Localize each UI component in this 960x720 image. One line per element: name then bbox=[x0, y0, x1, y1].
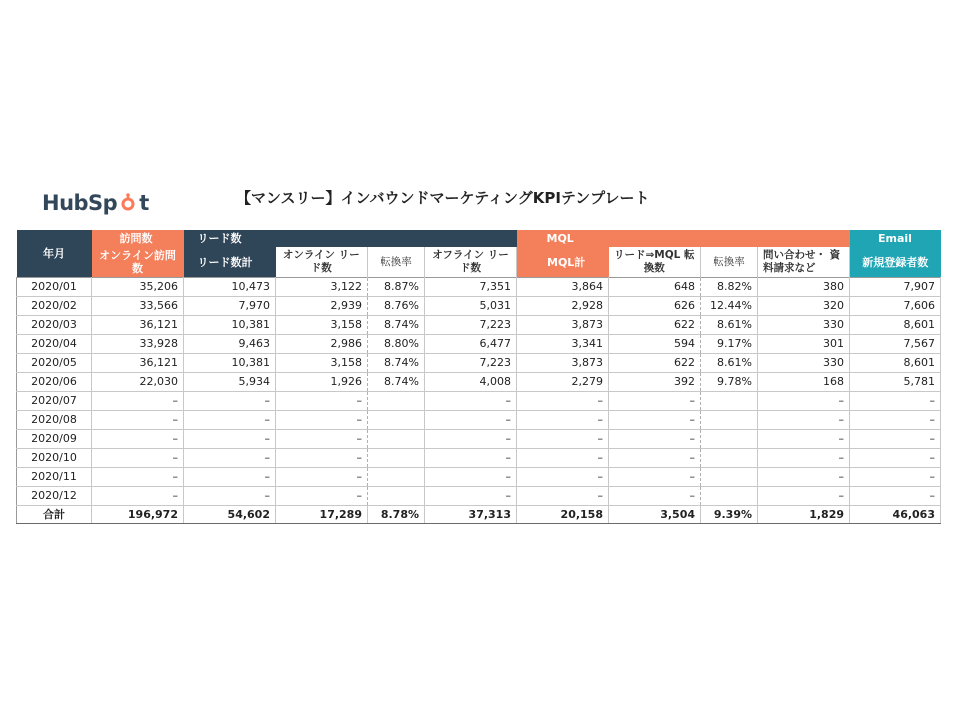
total-value-cell: 3,504 bbox=[609, 506, 701, 524]
row-value-cell: – bbox=[276, 487, 368, 506]
row-value-cell bbox=[701, 468, 758, 487]
col-online-leads: オンライン リード数 bbox=[276, 247, 368, 278]
table-row bbox=[17, 430, 941, 449]
row-value-cell: – bbox=[850, 449, 941, 468]
row-value-cell: 8.76% bbox=[368, 297, 425, 316]
table-row bbox=[17, 335, 941, 354]
row-value-cell: 36,121 bbox=[92, 316, 184, 335]
row-value-cell: 648 bbox=[609, 278, 701, 297]
row-value-cell: 7,223 bbox=[425, 354, 517, 373]
row-value-cell: 5,781 bbox=[850, 373, 941, 392]
table-row bbox=[17, 278, 941, 297]
row-value-cell: 168 bbox=[758, 373, 850, 392]
table-row bbox=[17, 411, 941, 430]
row-month-cell: 2020/11 bbox=[17, 468, 92, 487]
total-value-cell: 1,829 bbox=[758, 506, 850, 524]
row-value-cell: 10,381 bbox=[184, 316, 276, 335]
row-value-cell: 6,477 bbox=[425, 335, 517, 354]
row-value-cell: – bbox=[92, 430, 184, 449]
row-value-cell bbox=[701, 449, 758, 468]
row-value-cell: 33,566 bbox=[92, 297, 184, 316]
total-row bbox=[17, 506, 941, 524]
row-month-cell: 2020/06 bbox=[17, 373, 92, 392]
row-value-cell bbox=[701, 430, 758, 449]
row-value-cell: – bbox=[184, 487, 276, 506]
row-value-cell: – bbox=[609, 487, 701, 506]
row-value-cell: 8.80% bbox=[368, 335, 425, 354]
row-value-cell: – bbox=[276, 468, 368, 487]
row-value-cell: 622 bbox=[609, 354, 701, 373]
row-value-cell: 8.82% bbox=[701, 278, 758, 297]
total-value-cell: 196,972 bbox=[92, 506, 184, 524]
row-value-cell: – bbox=[850, 430, 941, 449]
header-year-month: 年月 bbox=[17, 230, 92, 278]
row-value-cell: 3,341 bbox=[517, 335, 609, 354]
row-value-cell bbox=[368, 430, 425, 449]
row-value-cell: – bbox=[276, 449, 368, 468]
row-value-cell: – bbox=[517, 487, 609, 506]
table-row bbox=[17, 392, 941, 411]
row-value-cell: – bbox=[609, 430, 701, 449]
row-value-cell: – bbox=[184, 430, 276, 449]
row-value-cell: – bbox=[609, 411, 701, 430]
row-value-cell: 7,351 bbox=[425, 278, 517, 297]
row-value-cell: 7,606 bbox=[850, 297, 941, 316]
page-title: 【マンスリー】インバウンドマーケティングKPIテンプレート bbox=[236, 189, 650, 207]
row-value-cell: 33,928 bbox=[92, 335, 184, 354]
total-value-cell: 17,289 bbox=[276, 506, 368, 524]
row-value-cell: 4,008 bbox=[425, 373, 517, 392]
row-value-cell: – bbox=[850, 411, 941, 430]
row-value-cell: 12.44% bbox=[701, 297, 758, 316]
row-value-cell: – bbox=[184, 449, 276, 468]
row-value-cell: – bbox=[92, 392, 184, 411]
row-value-cell: 3,864 bbox=[517, 278, 609, 297]
col-lead-to-mql: リード⇒MQL 転換数 bbox=[609, 247, 701, 278]
row-value-cell: 5,031 bbox=[425, 297, 517, 316]
col-inquiries: 問い合わせ・ 資料請求など bbox=[758, 247, 850, 278]
row-value-cell: 380 bbox=[758, 278, 850, 297]
row-value-cell: 320 bbox=[758, 297, 850, 316]
row-month-cell: 2020/10 bbox=[17, 449, 92, 468]
row-value-cell bbox=[368, 449, 425, 468]
row-value-cell: – bbox=[758, 430, 850, 449]
row-value-cell bbox=[701, 392, 758, 411]
row-value-cell: – bbox=[425, 411, 517, 430]
row-value-cell: 7,567 bbox=[850, 335, 941, 354]
row-month-cell: 2020/12 bbox=[17, 487, 92, 506]
row-value-cell: 8,601 bbox=[850, 354, 941, 373]
row-value-cell: – bbox=[758, 468, 850, 487]
row-value-cell: 8.87% bbox=[368, 278, 425, 297]
header-column-row bbox=[17, 247, 941, 278]
kpi-table bbox=[16, 230, 941, 524]
col-online-visits: オンライン訪問数 bbox=[92, 247, 184, 278]
row-value-cell: 8,601 bbox=[850, 316, 941, 335]
total-value-cell: 37,313 bbox=[425, 506, 517, 524]
row-value-cell: 622 bbox=[609, 316, 701, 335]
row-value-cell: 392 bbox=[609, 373, 701, 392]
row-month-cell: 2020/08 bbox=[17, 411, 92, 430]
row-value-cell: 2,279 bbox=[517, 373, 609, 392]
row-value-cell: – bbox=[184, 392, 276, 411]
row-month-cell: 2020/05 bbox=[17, 354, 92, 373]
row-value-cell bbox=[368, 487, 425, 506]
row-value-cell: – bbox=[758, 449, 850, 468]
row-value-cell: 330 bbox=[758, 354, 850, 373]
row-value-cell: – bbox=[425, 468, 517, 487]
row-value-cell: 2,986 bbox=[276, 335, 368, 354]
table-row bbox=[17, 487, 941, 506]
header-group-leads: リード数 bbox=[184, 230, 276, 247]
row-value-cell: – bbox=[758, 392, 850, 411]
col-conv-rate-1: 転換率 bbox=[368, 247, 425, 278]
row-value-cell: 3,158 bbox=[276, 354, 368, 373]
row-value-cell: – bbox=[758, 411, 850, 430]
row-value-cell: 22,030 bbox=[92, 373, 184, 392]
row-value-cell: – bbox=[92, 487, 184, 506]
row-value-cell: – bbox=[184, 468, 276, 487]
row-value-cell: 8.74% bbox=[368, 316, 425, 335]
row-value-cell: 2,939 bbox=[276, 297, 368, 316]
row-value-cell: 9.78% bbox=[701, 373, 758, 392]
row-month-cell: 2020/09 bbox=[17, 430, 92, 449]
table-row bbox=[17, 354, 941, 373]
header-group-leads-span-b bbox=[368, 230, 425, 247]
row-value-cell: – bbox=[425, 487, 517, 506]
row-value-cell: – bbox=[276, 411, 368, 430]
row-value-cell: – bbox=[609, 392, 701, 411]
row-value-cell: – bbox=[276, 392, 368, 411]
row-value-cell: 2,928 bbox=[517, 297, 609, 316]
row-value-cell: – bbox=[425, 392, 517, 411]
row-month-cell: 2020/02 bbox=[17, 297, 92, 316]
row-value-cell: 3,873 bbox=[517, 316, 609, 335]
logo-text-b: t bbox=[139, 191, 149, 215]
row-value-cell: – bbox=[758, 487, 850, 506]
row-value-cell: – bbox=[92, 468, 184, 487]
col-offline-leads: オフライン リード数 bbox=[425, 247, 517, 278]
row-value-cell: 7,970 bbox=[184, 297, 276, 316]
row-value-cell: 10,473 bbox=[184, 278, 276, 297]
row-value-cell: – bbox=[850, 468, 941, 487]
col-lead-total: リード数計 bbox=[184, 247, 276, 278]
row-value-cell: 3,158 bbox=[276, 316, 368, 335]
table-row bbox=[17, 316, 941, 335]
row-value-cell: – bbox=[92, 411, 184, 430]
row-value-cell: – bbox=[92, 449, 184, 468]
row-value-cell bbox=[368, 392, 425, 411]
row-value-cell bbox=[701, 411, 758, 430]
header-group-visits: 訪問数 bbox=[92, 230, 184, 247]
row-value-cell: 9.17% bbox=[701, 335, 758, 354]
row-value-cell: – bbox=[517, 468, 609, 487]
header-group-mql-span-a bbox=[609, 230, 701, 247]
header-group-row bbox=[17, 230, 941, 247]
row-value-cell: 10,381 bbox=[184, 354, 276, 373]
row-month-cell: 2020/03 bbox=[17, 316, 92, 335]
row-value-cell: 7,223 bbox=[425, 316, 517, 335]
row-value-cell: – bbox=[517, 392, 609, 411]
row-value-cell: 7,907 bbox=[850, 278, 941, 297]
row-value-cell: 330 bbox=[758, 316, 850, 335]
row-value-cell bbox=[701, 487, 758, 506]
table-body bbox=[17, 278, 941, 524]
logo-text-a: HubSp bbox=[42, 191, 118, 215]
hubspot-logo bbox=[42, 188, 149, 218]
table-row bbox=[17, 449, 941, 468]
row-value-cell: – bbox=[517, 449, 609, 468]
row-value-cell: 3,122 bbox=[276, 278, 368, 297]
row-value-cell: 5,934 bbox=[184, 373, 276, 392]
header-group-leads-span-a bbox=[276, 230, 368, 247]
row-value-cell: 8.61% bbox=[701, 354, 758, 373]
row-month-cell: 2020/04 bbox=[17, 335, 92, 354]
row-value-cell: 8.74% bbox=[368, 373, 425, 392]
total-value-cell: 9.39% bbox=[701, 506, 758, 524]
row-value-cell: 3,873 bbox=[517, 354, 609, 373]
col-mql-total: MQL計 bbox=[517, 247, 609, 278]
col-new-signups: 新規登録者数 bbox=[850, 247, 941, 278]
total-value-cell: 54,602 bbox=[184, 506, 276, 524]
row-value-cell: 35,206 bbox=[92, 278, 184, 297]
header-group-leads-span-c bbox=[425, 230, 517, 247]
row-value-cell bbox=[368, 411, 425, 430]
header-group-mql-span-b bbox=[701, 230, 758, 247]
row-value-cell: 9,463 bbox=[184, 335, 276, 354]
row-value-cell: – bbox=[850, 392, 941, 411]
total-value-cell: 46,063 bbox=[850, 506, 941, 524]
row-value-cell: – bbox=[425, 430, 517, 449]
row-value-cell: – bbox=[184, 411, 276, 430]
row-value-cell: 8.61% bbox=[701, 316, 758, 335]
header-group-mql-span-c bbox=[758, 230, 850, 247]
sprocket-icon bbox=[118, 193, 138, 213]
row-value-cell: 36,121 bbox=[92, 354, 184, 373]
row-value-cell: – bbox=[609, 468, 701, 487]
row-value-cell: 301 bbox=[758, 335, 850, 354]
row-value-cell: – bbox=[850, 487, 941, 506]
table-row bbox=[17, 468, 941, 487]
row-month-cell: 2020/07 bbox=[17, 392, 92, 411]
total-value-cell: 8.78% bbox=[368, 506, 425, 524]
row-value-cell: – bbox=[425, 449, 517, 468]
table-row bbox=[17, 297, 941, 316]
row-value-cell: – bbox=[609, 449, 701, 468]
row-value-cell: 626 bbox=[609, 297, 701, 316]
row-month-cell: 2020/01 bbox=[17, 278, 92, 297]
table-row bbox=[17, 373, 941, 392]
row-value-cell: 1,926 bbox=[276, 373, 368, 392]
row-value-cell: 8.74% bbox=[368, 354, 425, 373]
row-value-cell: – bbox=[517, 430, 609, 449]
header-group-mql: MQL bbox=[517, 230, 609, 247]
row-value-cell bbox=[368, 468, 425, 487]
header-group-email: Email bbox=[850, 230, 941, 247]
total-label-cell: 合計 bbox=[17, 506, 92, 524]
total-value-cell: 20,158 bbox=[517, 506, 609, 524]
row-value-cell: – bbox=[276, 430, 368, 449]
row-value-cell: 594 bbox=[609, 335, 701, 354]
row-value-cell: – bbox=[517, 411, 609, 430]
col-conv-rate-2: 転換率 bbox=[701, 247, 758, 278]
